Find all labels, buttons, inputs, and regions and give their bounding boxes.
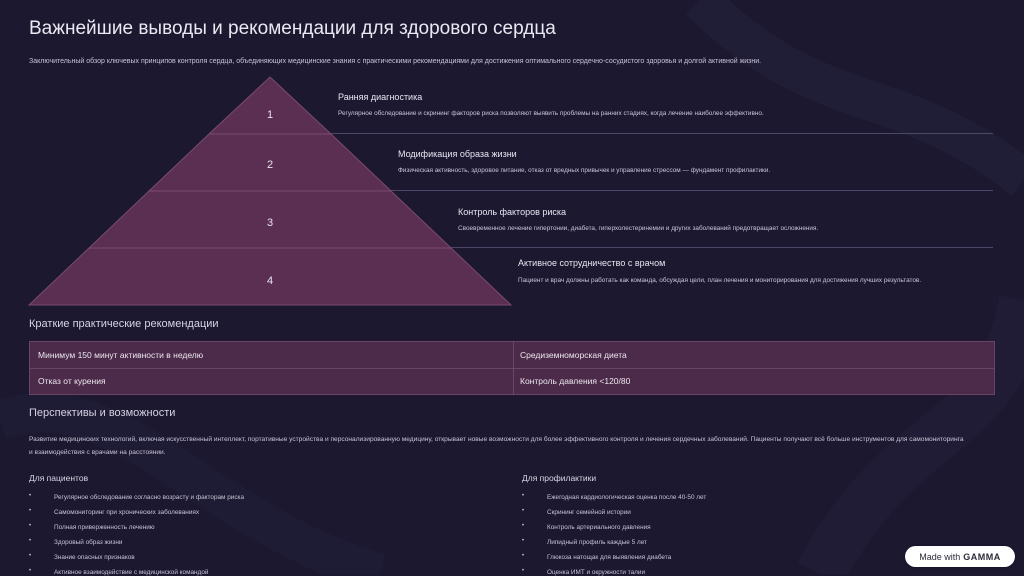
bullet-icon: • — [29, 553, 32, 559]
list-item: Активное взаимодействие с медицинской командой — [54, 569, 209, 576]
step-desc-2: Физическая активность, здоровое питание, отказ от вредных привычек и управление стрессом — фундамент профилактики. — [398, 167, 771, 174]
pyramid-number-2: 2 — [266, 159, 274, 171]
step-divider — [391, 190, 993, 191]
table-cell: Минимум 150 минут активности в неделю — [38, 350, 204, 360]
table-cell: Контроль давления <120/80 — [520, 376, 631, 386]
recommendations-table — [29, 341, 995, 395]
bullet-icon: • — [29, 568, 32, 574]
prevention-heading: Для профилактики — [522, 473, 597, 483]
step-desc-3: Своевременное лечение гипертонии, диабета, гиперхолестеринемии и других заболеваний предотвращает осложнения. — [458, 225, 819, 232]
bullet-icon: • — [522, 493, 525, 499]
badge-brand: GAMMA — [963, 551, 1001, 562]
table-cell: Отказ от курения — [38, 376, 106, 386]
page-title: Важнейшие выводы и рекомендации для здорового сердца — [29, 18, 556, 39]
perspectives-text: Развитие медицинских технологий, включая искусственный интеллект, портативные устройства и персонализированную медицину, открывает новые возможности для более эффективного контроля и лечения сердечных заболеваний. Пациенты получают всё больше инструментов для самомониторинга и взаимодействия с врачами на расстоянии. — [29, 436, 964, 456]
step-title-1: Ранняя диагностика — [338, 92, 423, 102]
bullet-icon: • — [29, 508, 32, 514]
list-item: Знание опасных признаков — [54, 554, 135, 561]
perspectives-heading: Перспективы и возможности — [29, 407, 176, 419]
list-item: Полная приверженность лечению — [54, 524, 155, 531]
list-item: Ежегодная кардиологическая оценка после 40-50 лет — [547, 494, 707, 501]
step-title-2: Модификация образа жизни — [398, 149, 517, 159]
list-item: Скрининг семейной истории — [547, 509, 631, 516]
step-desc-4: Пациент и врач должны работать как команда, обсуждая цели, план лечения и мониторирования для достижения лучших результатов. — [518, 277, 922, 284]
list-item: Контроль артериального давления — [547, 524, 651, 531]
bullet-icon: • — [29, 493, 32, 499]
page-subtitle: Заключительный обзор ключевых принципов контроля сердца, объединяющих медицинские знания с практическими рекомендациями для достижения оптимального сердечно-сосудистого здоровья и долгой активной жизни. — [29, 58, 762, 65]
badge-prefix: Made with — [919, 551, 961, 562]
pyramid-number-4: 4 — [266, 275, 274, 287]
list-item: Здоровый образ жизни — [54, 539, 123, 546]
step-desc-1: Регулярное обследование и скрининг факторов риска позволяют выявить проблемы на ранних стадиях, когда лечение наиболее эффективно. — [338, 110, 764, 117]
pyramid-number-3: 3 — [266, 217, 274, 229]
bullet-icon: • — [29, 523, 32, 529]
made-with-gamma-badge[interactable] — [905, 546, 1015, 567]
bullet-icon: • — [522, 523, 525, 529]
recommendations-heading: Краткие практические рекомендации — [29, 318, 219, 330]
bullet-icon: • — [522, 538, 525, 544]
list-item: Липидный профиль каждые 5 лет — [547, 539, 647, 546]
list-item: Глюкоза натощак для выявления диабета — [547, 554, 672, 561]
bullet-icon: • — [29, 538, 32, 544]
step-title-4: Активное сотрудничество с врачом — [518, 258, 666, 268]
table-cell: Средиземноморская диета — [520, 350, 627, 360]
step-title-3: Контроль факторов риска — [458, 207, 567, 217]
bullet-icon: • — [522, 553, 525, 559]
step-divider — [331, 133, 993, 134]
table-divider — [30, 368, 994, 369]
step-divider — [451, 247, 993, 248]
patients-heading: Для пациентов — [29, 473, 89, 483]
pyramid-number-1: 1 — [266, 109, 274, 121]
bullet-icon: • — [522, 508, 525, 514]
pyramid-level-1 — [209, 77, 331, 134]
list-item: Самомониторинг при хронических заболеваниях — [54, 509, 200, 516]
bullet-icon: • — [522, 568, 525, 574]
list-item: Регулярное обследование согласно возрасту и факторам риска — [54, 494, 245, 501]
list-item: Оценка ИМТ и окружности талии — [547, 569, 646, 576]
